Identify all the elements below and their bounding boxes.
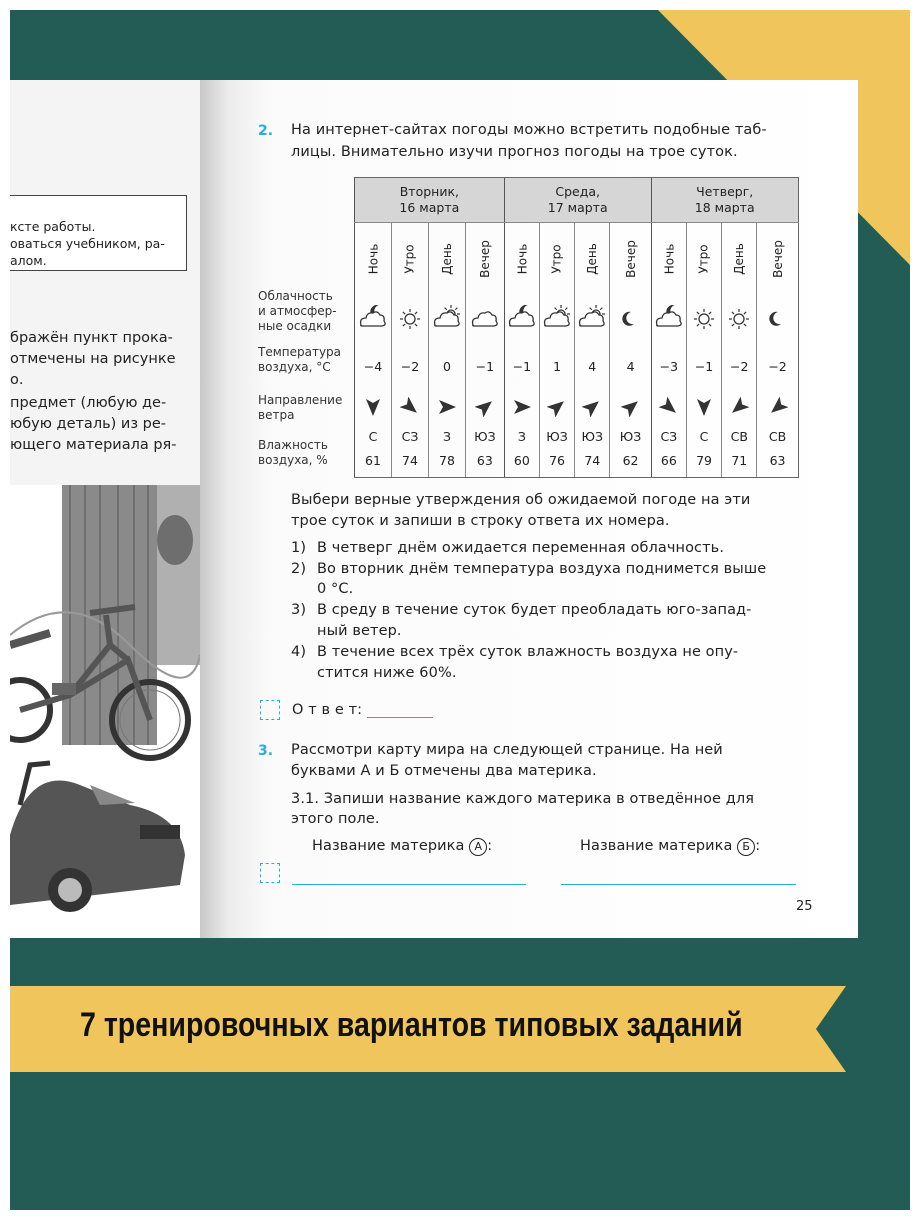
left-page-text-line: бражён пункт прока- bbox=[10, 330, 173, 346]
statement-number: 2) bbox=[291, 561, 307, 577]
statement-text: 0 °С. bbox=[317, 581, 354, 597]
wind-arrow-cell bbox=[539, 389, 574, 429]
wind-arrow-icon bbox=[582, 405, 602, 420]
weather-forecast-table bbox=[354, 177, 799, 478]
left-page-note-line: ксте работы. bbox=[10, 219, 96, 234]
wind-arrow-cell bbox=[504, 389, 539, 429]
subtask-text-line: 3.1. Запиши название каждого материка в отведённое для bbox=[291, 791, 755, 807]
weather-icon-cell bbox=[539, 295, 574, 345]
wind-arrow-cell bbox=[392, 389, 429, 429]
answer-checkbox[interactable] bbox=[260, 700, 280, 720]
statement-text: ный ветер. bbox=[317, 623, 402, 639]
statement-text: В среду в течение суток будет преобладать юго-запад- bbox=[317, 602, 752, 618]
wind-arrow-icon bbox=[621, 405, 641, 420]
statement-text: Во вторник днём температура воздуха поднимется выше bbox=[317, 561, 767, 577]
left-page-note-line: оваться учебником, ра- bbox=[10, 236, 165, 251]
sun-icon bbox=[688, 319, 720, 334]
humidity-cell: 66 bbox=[651, 444, 686, 478]
wind-arrow-icon bbox=[729, 405, 749, 420]
left-page-text-line: ющего материала ря- bbox=[10, 437, 177, 453]
wind-arrow-icon bbox=[475, 405, 495, 420]
question-line: Выбери верные утверждения об ожидаемой погоде на эти bbox=[291, 492, 751, 508]
period-header: Вечер bbox=[610, 223, 651, 295]
temperature-cell: −1 bbox=[504, 345, 539, 389]
wind-arrow-icon bbox=[659, 405, 679, 420]
task-number: 2. bbox=[258, 123, 274, 139]
statement-text: стится ниже 60%. bbox=[317, 665, 457, 681]
left-page-text-line: юбую деталь) из ре- bbox=[10, 416, 167, 432]
weather-icon-cell bbox=[757, 295, 798, 345]
wind-arrow-cell bbox=[686, 389, 721, 429]
period-header: День bbox=[722, 223, 757, 295]
wind-arrow-cell bbox=[355, 389, 392, 429]
task-text-line: буквами А и Б отмечены два материка. bbox=[291, 763, 597, 779]
period-header: Ночь bbox=[504, 223, 539, 295]
wind-arrow-icon bbox=[363, 405, 383, 420]
temperature-cell: −1 bbox=[466, 345, 505, 389]
wind-arrow-cell bbox=[722, 389, 757, 429]
humidity-cell: 60 bbox=[504, 444, 539, 478]
cloud-moon-icon bbox=[506, 319, 538, 334]
wind-arrow-cell bbox=[651, 389, 686, 429]
moon-icon bbox=[615, 319, 647, 334]
statement-number: 3) bbox=[291, 602, 307, 618]
left-page-text-line: предмет (любую де- bbox=[10, 395, 167, 411]
wind-direction-cell: ЮЗ bbox=[610, 429, 651, 444]
humidity-cell: 61 bbox=[355, 444, 392, 478]
humidity-cell: 63 bbox=[466, 444, 505, 478]
wind-direction-cell: З bbox=[504, 429, 539, 444]
wind-arrow-icon bbox=[768, 405, 788, 420]
day-header: Среда, 17 марта bbox=[504, 178, 651, 223]
wind-direction-cell: СВ bbox=[757, 429, 798, 444]
banner-text: 7 тренировочных вариантов типовых заданий bbox=[80, 1006, 743, 1044]
row-label-clouds: Облачность и атмосфер- ные осадки bbox=[258, 289, 337, 333]
wind-arrow-cell bbox=[466, 389, 505, 429]
weather-icon-cell bbox=[466, 295, 505, 345]
question-line: трое суток и запиши в строку ответа их номера. bbox=[291, 513, 670, 529]
wind-arrow-icon bbox=[694, 405, 714, 420]
answer-checkbox[interactable] bbox=[260, 863, 280, 883]
continent-a-label: Название материка А : bbox=[312, 838, 493, 854]
wind-direction-cell: ЮЗ bbox=[539, 429, 574, 444]
cloud-moon-icon bbox=[357, 319, 389, 334]
temperature-cell: −2 bbox=[757, 345, 798, 389]
wind-direction-cell: СЗ bbox=[392, 429, 429, 444]
period-header: Вечер bbox=[757, 223, 798, 295]
weather-icon-cell bbox=[722, 295, 757, 345]
temperature-cell: −3 bbox=[651, 345, 686, 389]
continent-b-input-line[interactable] bbox=[561, 868, 796, 885]
wind-direction-cell: С bbox=[686, 429, 721, 444]
humidity-cell: 76 bbox=[539, 444, 574, 478]
humidity-cell: 74 bbox=[392, 444, 429, 478]
row-label-wind: Направление ветра bbox=[258, 393, 343, 422]
wind-direction-cell: СВ bbox=[722, 429, 757, 444]
temperature-cell: −4 bbox=[355, 345, 392, 389]
row-label-temperature: Температура воздуха, °С bbox=[258, 345, 342, 374]
weather-icon-cell bbox=[392, 295, 429, 345]
statement-text: В течение всех трёх суток влажность воздуха не опу- bbox=[317, 644, 739, 660]
moon-icon bbox=[762, 319, 794, 334]
weather-icon-cell bbox=[686, 295, 721, 345]
temperature-cell: −1 bbox=[686, 345, 721, 389]
cloud-icon bbox=[469, 319, 501, 334]
statement-text: В четверг днём ожидается переменная облачность. bbox=[317, 540, 725, 556]
humidity-cell: 79 bbox=[686, 444, 721, 478]
page-number: 25 bbox=[796, 899, 813, 914]
sun-icon bbox=[723, 319, 755, 334]
period-header: Утро bbox=[539, 223, 574, 295]
wind-arrow-icon bbox=[512, 405, 532, 420]
left-page-text-line: о. bbox=[10, 372, 24, 388]
temperature-cell: 4 bbox=[575, 345, 610, 389]
statement-number: 1) bbox=[291, 540, 307, 556]
left-page-text-line: отмечены на рисунке bbox=[10, 351, 176, 367]
weather-icon-cell bbox=[429, 295, 466, 345]
left-page-note-line: алом. bbox=[10, 253, 47, 268]
continent-b-label: Название материка Б : bbox=[580, 838, 761, 854]
period-header: Вечер bbox=[466, 223, 505, 295]
weather-icon-cell bbox=[610, 295, 651, 345]
task-text-line: Рассмотри карту мира на следующей странице. На ней bbox=[291, 742, 723, 758]
wind-direction-cell: СЗ bbox=[651, 429, 686, 444]
period-header: День bbox=[429, 223, 466, 295]
wind-arrow-cell bbox=[757, 389, 798, 429]
period-header: День bbox=[575, 223, 610, 295]
day-header: Четверг, 18 марта bbox=[651, 178, 798, 223]
answer-input-line[interactable] bbox=[367, 701, 433, 718]
cloud-sun-icon bbox=[576, 319, 608, 334]
wind-direction-cell: З bbox=[429, 429, 466, 444]
humidity-cell: 78 bbox=[429, 444, 466, 478]
left-page bbox=[10, 80, 200, 938]
humidity-cell: 62 bbox=[610, 444, 651, 478]
temperature-cell: −2 bbox=[722, 345, 757, 389]
wind-direction-cell: ЮЗ bbox=[575, 429, 610, 444]
wind-arrow-cell bbox=[575, 389, 610, 429]
task-text-line: лицы. Внимательно изучи прогноз погоды на трое суток. bbox=[291, 144, 738, 160]
temperature-cell: 4 bbox=[610, 345, 651, 389]
task-number: 3. bbox=[258, 743, 274, 759]
letter-b-badge: Б bbox=[737, 838, 755, 856]
letter-a-badge: А bbox=[469, 838, 487, 856]
bicycle-and-car-illustration bbox=[10, 485, 200, 938]
wind-arrow-cell bbox=[429, 389, 466, 429]
wind-direction-cell: ЮЗ bbox=[466, 429, 505, 444]
row-label-humidity: Влажность воздуха, % bbox=[258, 438, 328, 467]
period-header: Ночь bbox=[651, 223, 686, 295]
weather-icon-cell bbox=[504, 295, 539, 345]
temperature-cell: 1 bbox=[539, 345, 574, 389]
humidity-cell: 71 bbox=[722, 444, 757, 478]
answer-label: О т в е т: bbox=[292, 702, 363, 718]
day-header: Вторник, 16 марта bbox=[355, 178, 505, 223]
weather-icon-cell bbox=[355, 295, 392, 345]
period-header: Утро bbox=[686, 223, 721, 295]
weather-icon-cell bbox=[651, 295, 686, 345]
wind-direction-cell: С bbox=[355, 429, 392, 444]
sun-icon bbox=[394, 319, 426, 334]
cloud-moon-icon bbox=[653, 319, 685, 334]
period-header: Утро bbox=[392, 223, 429, 295]
wind-arrow-cell bbox=[610, 389, 651, 429]
wind-arrow-icon bbox=[437, 405, 457, 420]
temperature-cell: −2 bbox=[392, 345, 429, 389]
humidity-cell: 63 bbox=[757, 444, 798, 478]
weather-icon-cell bbox=[575, 295, 610, 345]
wind-arrow-icon bbox=[547, 405, 567, 420]
statement-number: 4) bbox=[291, 644, 307, 660]
cloud-sun-icon bbox=[431, 319, 463, 334]
continent-a-input-line[interactable] bbox=[292, 868, 526, 885]
cloud-sun-icon bbox=[541, 319, 573, 334]
task-text-line: На интернет-сайтах погоды можно встретить подобные таб- bbox=[291, 122, 767, 138]
temperature-cell: 0 bbox=[429, 345, 466, 389]
period-header: Ночь bbox=[355, 223, 392, 295]
wind-arrow-icon bbox=[400, 405, 420, 420]
subtask-text-line: этого поле. bbox=[291, 811, 380, 827]
humidity-cell: 74 bbox=[575, 444, 610, 478]
